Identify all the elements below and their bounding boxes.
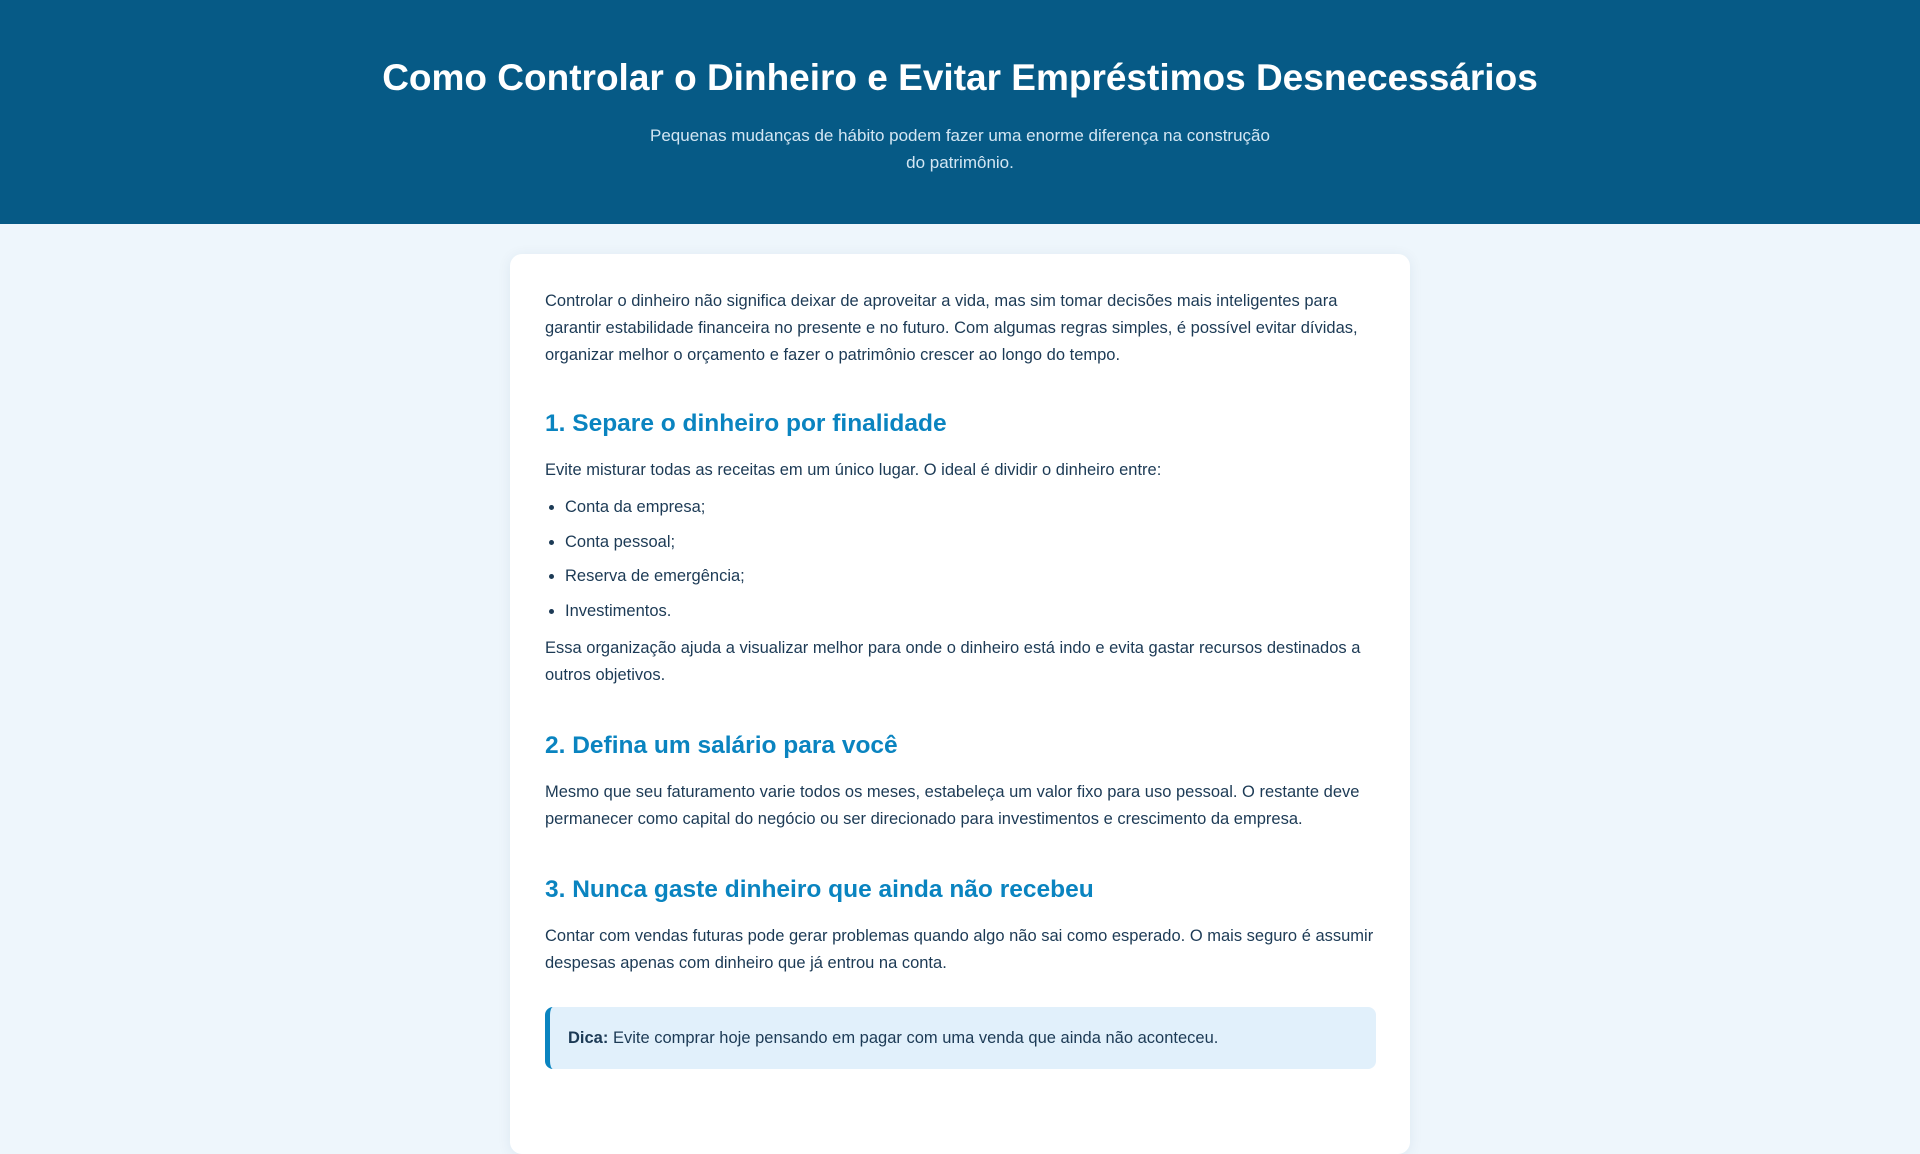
page-subtitle: Pequenas mudanças de hábito podem fazer uma enorme diferença na construção do patrimônio. bbox=[650, 126, 1270, 172]
tip-text: Evite comprar hoje pensando em pagar com uma venda que ainda não aconteceu. bbox=[608, 1028, 1219, 1047]
section-1-text: Evite misturar todas as receitas em um único lugar. O ideal é dividir o dinheiro entre: bbox=[545, 461, 1162, 479]
section-2-text: Mesmo que seu faturamento varie todos os meses, estabeleça um valor fixo para uso pessoal. O restante deve permanecer como capital do negócio ou ser direcionado para investimentos e crescimento da empresa. bbox=[545, 782, 1360, 828]
page-header bbox=[0, 0, 1920, 224]
tip-callout bbox=[545, 1007, 1376, 1069]
list-item: • Investimentos. bbox=[565, 598, 1376, 625]
section-1-after-text: Essa organização ajuda a visualizar melhor para onde o dinheiro está indo e evita gastar recursos destinados a outros objetivos. bbox=[545, 638, 1361, 684]
section-heading-3: 3. Nunca gaste dinheiro que ainda não recebeu bbox=[545, 875, 1094, 903]
section-1-list bbox=[545, 494, 1376, 625]
list-item: • Conta pessoal; bbox=[565, 529, 1376, 556]
section-heading-2: 2. Defina um salário para você bbox=[545, 731, 898, 759]
section-heading-1: 1. Separe o dinheiro por finalidade bbox=[545, 410, 947, 437]
list-item: • Reserva de emergência; bbox=[565, 563, 1376, 590]
tip-label: Dica: bbox=[568, 1028, 609, 1047]
article-card bbox=[510, 254, 1410, 1154]
page-title: Como Controlar o Dinheiro e Evitar Empréstimos Desnecessários bbox=[382, 57, 1538, 98]
list-item: • Conta da empresa; bbox=[565, 494, 1376, 521]
article-intro: Controlar o dinheiro não significa deixar de aproveitar a vida, mas sim tomar decisões mais inteligentes para garantir estabilidade financeira no presente e no futuro. Com algumas regras simples, é possível evitar dívidas, organizar melhor o orçamento e fazer o patrimônio crescer ao longo do tempo. bbox=[545, 292, 1358, 364]
section-3-text: Contar com vendas futuras pode gerar problemas quando algo não sai como esperado. O mais seguro é assumir despesas apenas com dinheiro que já entrou na conta. bbox=[545, 926, 1374, 972]
